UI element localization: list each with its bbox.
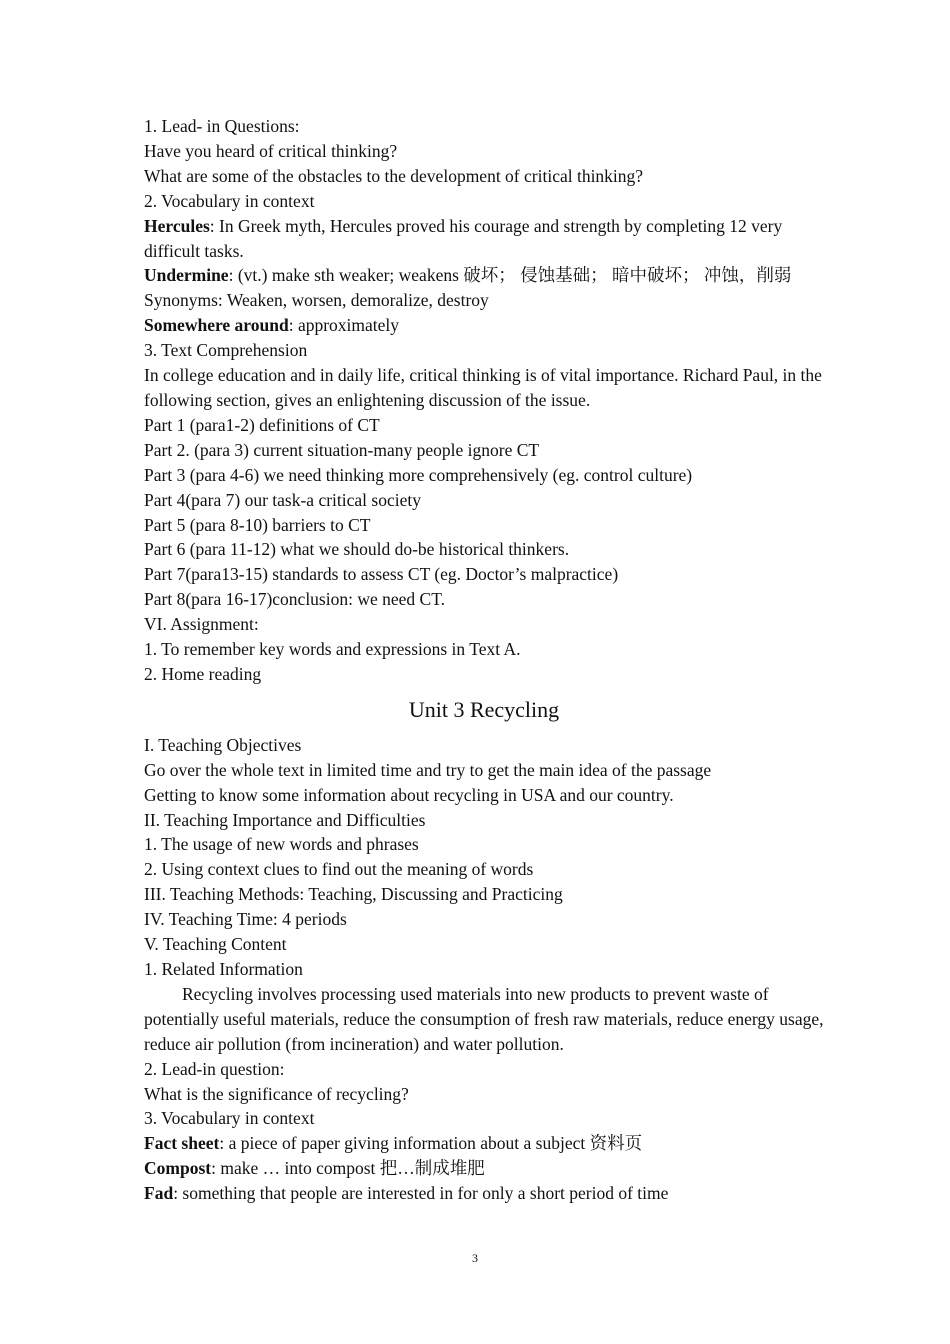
vocab-definition: : In Greek myth, Hercules proved his courage and strength by completing 12 very difficult tasks. [144, 215, 783, 261]
lead-in-question: What are some of the obstacles to the development of critical thinking? [144, 165, 644, 186]
structure-part: Part 6 (para 11-12) what we should do-be historical thinkers. [144, 539, 570, 560]
structure-part: Part 5 (para 8-10) barriers to CT [144, 514, 371, 535]
teaching-methods: III. Teaching Methods: Teaching, Discussing and Practicing [144, 884, 563, 905]
vocab-term: Somewhere around [144, 315, 289, 336]
objectives-heading: I. Teaching Objectives [144, 734, 302, 755]
lead-in-question: What is the significance of recycling? [144, 1083, 409, 1104]
assignment-item: 1. To remember key words and expressions in Text A. [144, 639, 521, 660]
structure-part: Part 2. (para 3) current situation-many people ignore CT [144, 439, 540, 460]
objective-item: Go over the whole text in limited time and try to get the main idea of the passage [144, 759, 712, 780]
objective-item: Getting to know some information about recycling in USA and our country. [144, 784, 674, 805]
vocabulary-heading: 2. Vocabulary in context [144, 190, 315, 211]
teaching-time: IV. Teaching Time: 4 periods [144, 909, 347, 930]
vocab-term: Undermine [144, 265, 229, 286]
comprehension-heading: 3. Text Comprehension [144, 340, 308, 361]
structure-part: Part 8(para 16-17)conclusion: we need CT. [144, 589, 445, 610]
vocabulary-heading: 3. Vocabulary in context [144, 1108, 315, 1129]
vocab-entry-undermine [144, 263, 824, 313]
vocab-term: Fad [144, 1183, 174, 1204]
page-number: 3 [472, 1251, 478, 1265]
vocab-definition: : make … into compost 把…制成堆肥 [211, 1158, 485, 1179]
structure-part: Part 7(para13-15) standards to assess CT (eg. Doctor’s malpractice) [144, 564, 619, 585]
comprehension-paragraph: In college education and in daily life, critical thinking is of vital importance. Richard Paul, in the following section, gives an enlightening discussion of the issue. [144, 365, 822, 410]
lead-in-heading: 1. Lead- in Questions: [144, 116, 300, 136]
unit-title: Unit 3 Recycling [408, 696, 560, 722]
vocab-entry-compost [144, 1156, 824, 1181]
structure-part: Part 4(para 7) our task-a critical society [144, 489, 421, 510]
structure-part: Part 3 (para 4-6) we need thinking more comprehensively (eg. control culture) [144, 464, 693, 485]
assignment-item: 2. Home reading [144, 663, 262, 684]
vocab-term: Hercules [144, 215, 210, 236]
assignment-heading: VI. Assignment: [144, 614, 259, 635]
page-content [144, 114, 824, 1206]
related-paragraph: Recycling involves processing used materials into new products to prevent waste of potentially useful materials, reduce the consumption of fresh raw materials, reduce energy usage, reduce air pollution (from incineration) and water pollution. [144, 983, 824, 1054]
importance-item: 1. The usage of new words and phrases [144, 834, 419, 855]
vocab-definition: : something that people are interested in for only a short period of time [173, 1183, 669, 1204]
content-heading: V. Teaching Content [144, 934, 287, 955]
importance-item: 2. Using context clues to find out the meaning of words [144, 859, 534, 880]
vocab-term: Compost [144, 1158, 212, 1179]
vocab-entry-fad [144, 1181, 824, 1206]
vocab-definition: : (vt.) make sth weaker; weakens 破坏； 侵蚀基础； 暗中破坏； 冲蚀，削弱 Synonyms: Weaken, worsen, demoralize, destroy [144, 265, 792, 311]
structure-part: Part 1 (para1-2) definitions of CT [144, 414, 380, 435]
vocab-entry-somewhere-around [144, 313, 824, 338]
vocab-entry-fact-sheet [144, 1131, 824, 1156]
vocab-definition: : approximately [288, 315, 400, 336]
vocab-term: Fact sheet [144, 1133, 220, 1154]
lead-in-heading: 2. Lead-in question: [144, 1058, 285, 1079]
related-heading: 1. Related Information [144, 959, 303, 979]
lead-in-question: Have you heard of critical thinking? [144, 140, 398, 161]
vocab-entry-hercules [144, 214, 824, 264]
vocab-definition: : a piece of paper giving information about a subject 资料页 [219, 1133, 643, 1154]
importance-heading: II. Teaching Importance and Difficulties [144, 809, 426, 830]
